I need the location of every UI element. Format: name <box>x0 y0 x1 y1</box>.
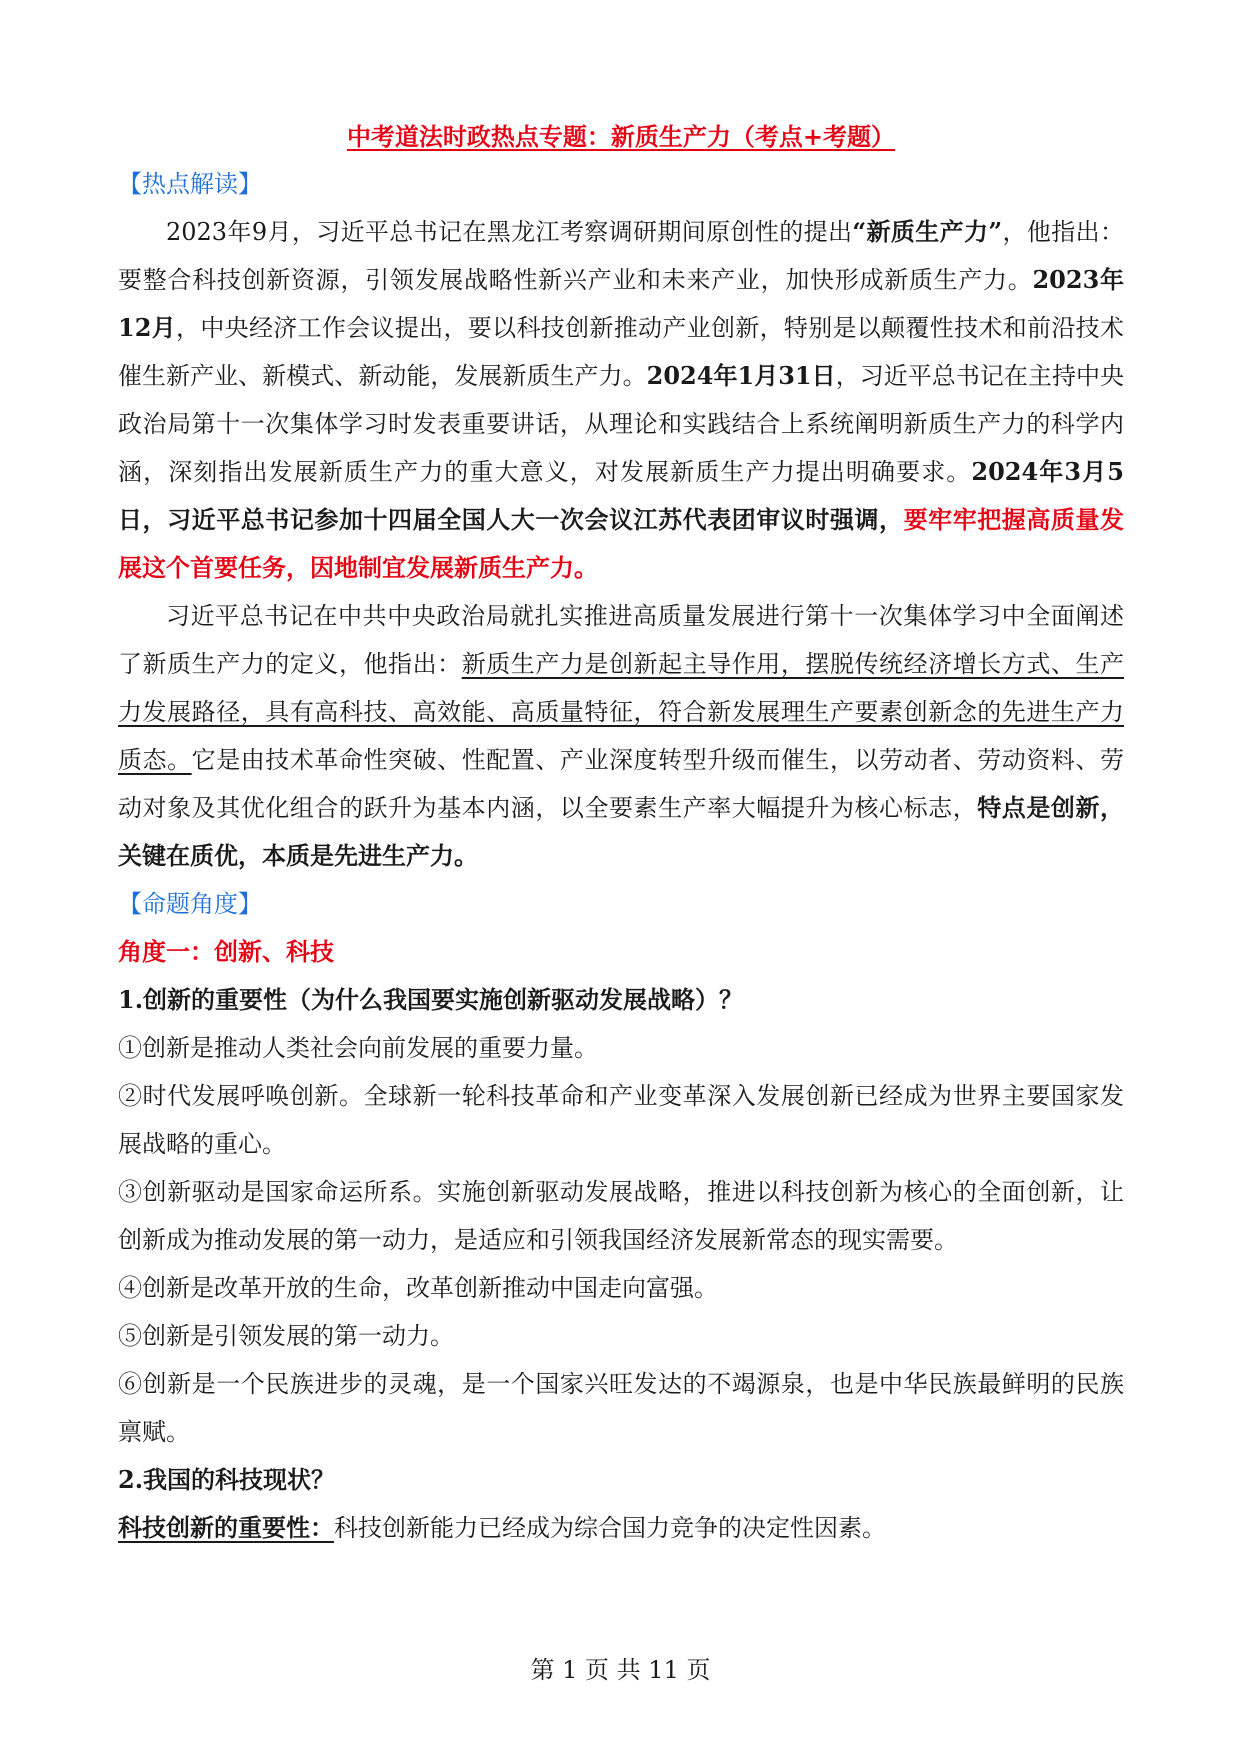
document-title: 中考道法时政热点专题：新质生产力（考点+考题） <box>346 122 896 151</box>
list-item: ②时代发展呼唤创新。全球新一轮科技革命和产业变革深入发展创新已经成为世界主要国家发展战略的重心。 <box>118 1082 1124 1158</box>
list-item: ④创新是改革开放的生命，改革创新推动中国走向富强。 <box>118 1274 718 1302</box>
section-heading-hot-topic: 【热点解读】 <box>118 170 262 198</box>
document-page <box>118 112 1124 1552</box>
question-1-title: 1.创新的重要性（为什么我国要实施创新驱动发展战略）？ <box>118 985 744 1014</box>
list-item: ③创新驱动是国家命运所系。实施创新驱动发展战略，推进以科技创新为核心的全面创新，让创新成为推动发展的第一动力，是适应和引领我国经济发展新常态的现实需要。 <box>118 1178 1124 1254</box>
angle-heading: 角度一：创新、科技 <box>118 937 334 966</box>
list-item: ⑥创新是一个民族进步的灵魂，是一个国家兴旺发达的不竭源泉，也是中华民族最鲜明的民族禀赋。 <box>118 1370 1124 1446</box>
list-item: ①创新是推动人类社会向前发展的重要力量。 <box>118 1034 598 1062</box>
paragraph-tech-importance: 科技创新的重要性：科技创新能力已经成为综合国力竞争的决定性因素。 <box>118 1513 886 1542</box>
section-heading-angles: 【命题角度】 <box>118 890 262 918</box>
paragraph-background: 2023年9月，习近平总书记在黑龙江考察调研期间原创性的提出“新质生产力”，他指出：要整合科技创新资源，引领发展战略性新兴产业和未来产业，加快形成新质生产力。2023年12月，中央经济工作会议提出，要以科技创新推动产业创新，特别是以颠覆性技术和前沿技术催生新产业、新模式、新动能，发展新质生产力。2024年1月31日，习近平总书记在主持中央政治局第十一次集体学习时发表重要讲话，从理论和实践结合上系统阐明新质生产力的科学内涵，深刻指出发展新质生产力的重大意义，对发展新质生产力提出明确要求。2024年3月5日，习近平总书记参加十四届全国人大一次会议江苏代表团审议时强调，要牢牢把握高质量发展这个首要任务，因地制宜发展新质生产力。 <box>118 217 1125 582</box>
paragraph-definition: 习近平总书记在中共中央政治局就扎实推进高质量发展进行第十一次集体学习中全面阐述了新质生产力的定义，他指出：新质生产力是创新起主导作用，摆脱传统经济增长方式、生产力发展路径，具有高科技、高效能、高质量特征，符合新发展理生产要素创新念的先进生产力质态。它是由技术革命性突破、性配置、产业深度转型升级而催生，以劳动者、劳动资料、劳动对象及其优化组合的跃升为基本内涵，以全要素生产率大幅提升为核心标志，特点是创新，关键在质优，本质是先进生产力。 <box>118 602 1125 870</box>
question-2-title: 2.我国的科技现状？ <box>118 1465 336 1494</box>
page-footer: 第 1 页 共 11 页 <box>530 1656 711 1684</box>
list-item: ⑤创新是引领发展的第一动力。 <box>118 1322 454 1350</box>
